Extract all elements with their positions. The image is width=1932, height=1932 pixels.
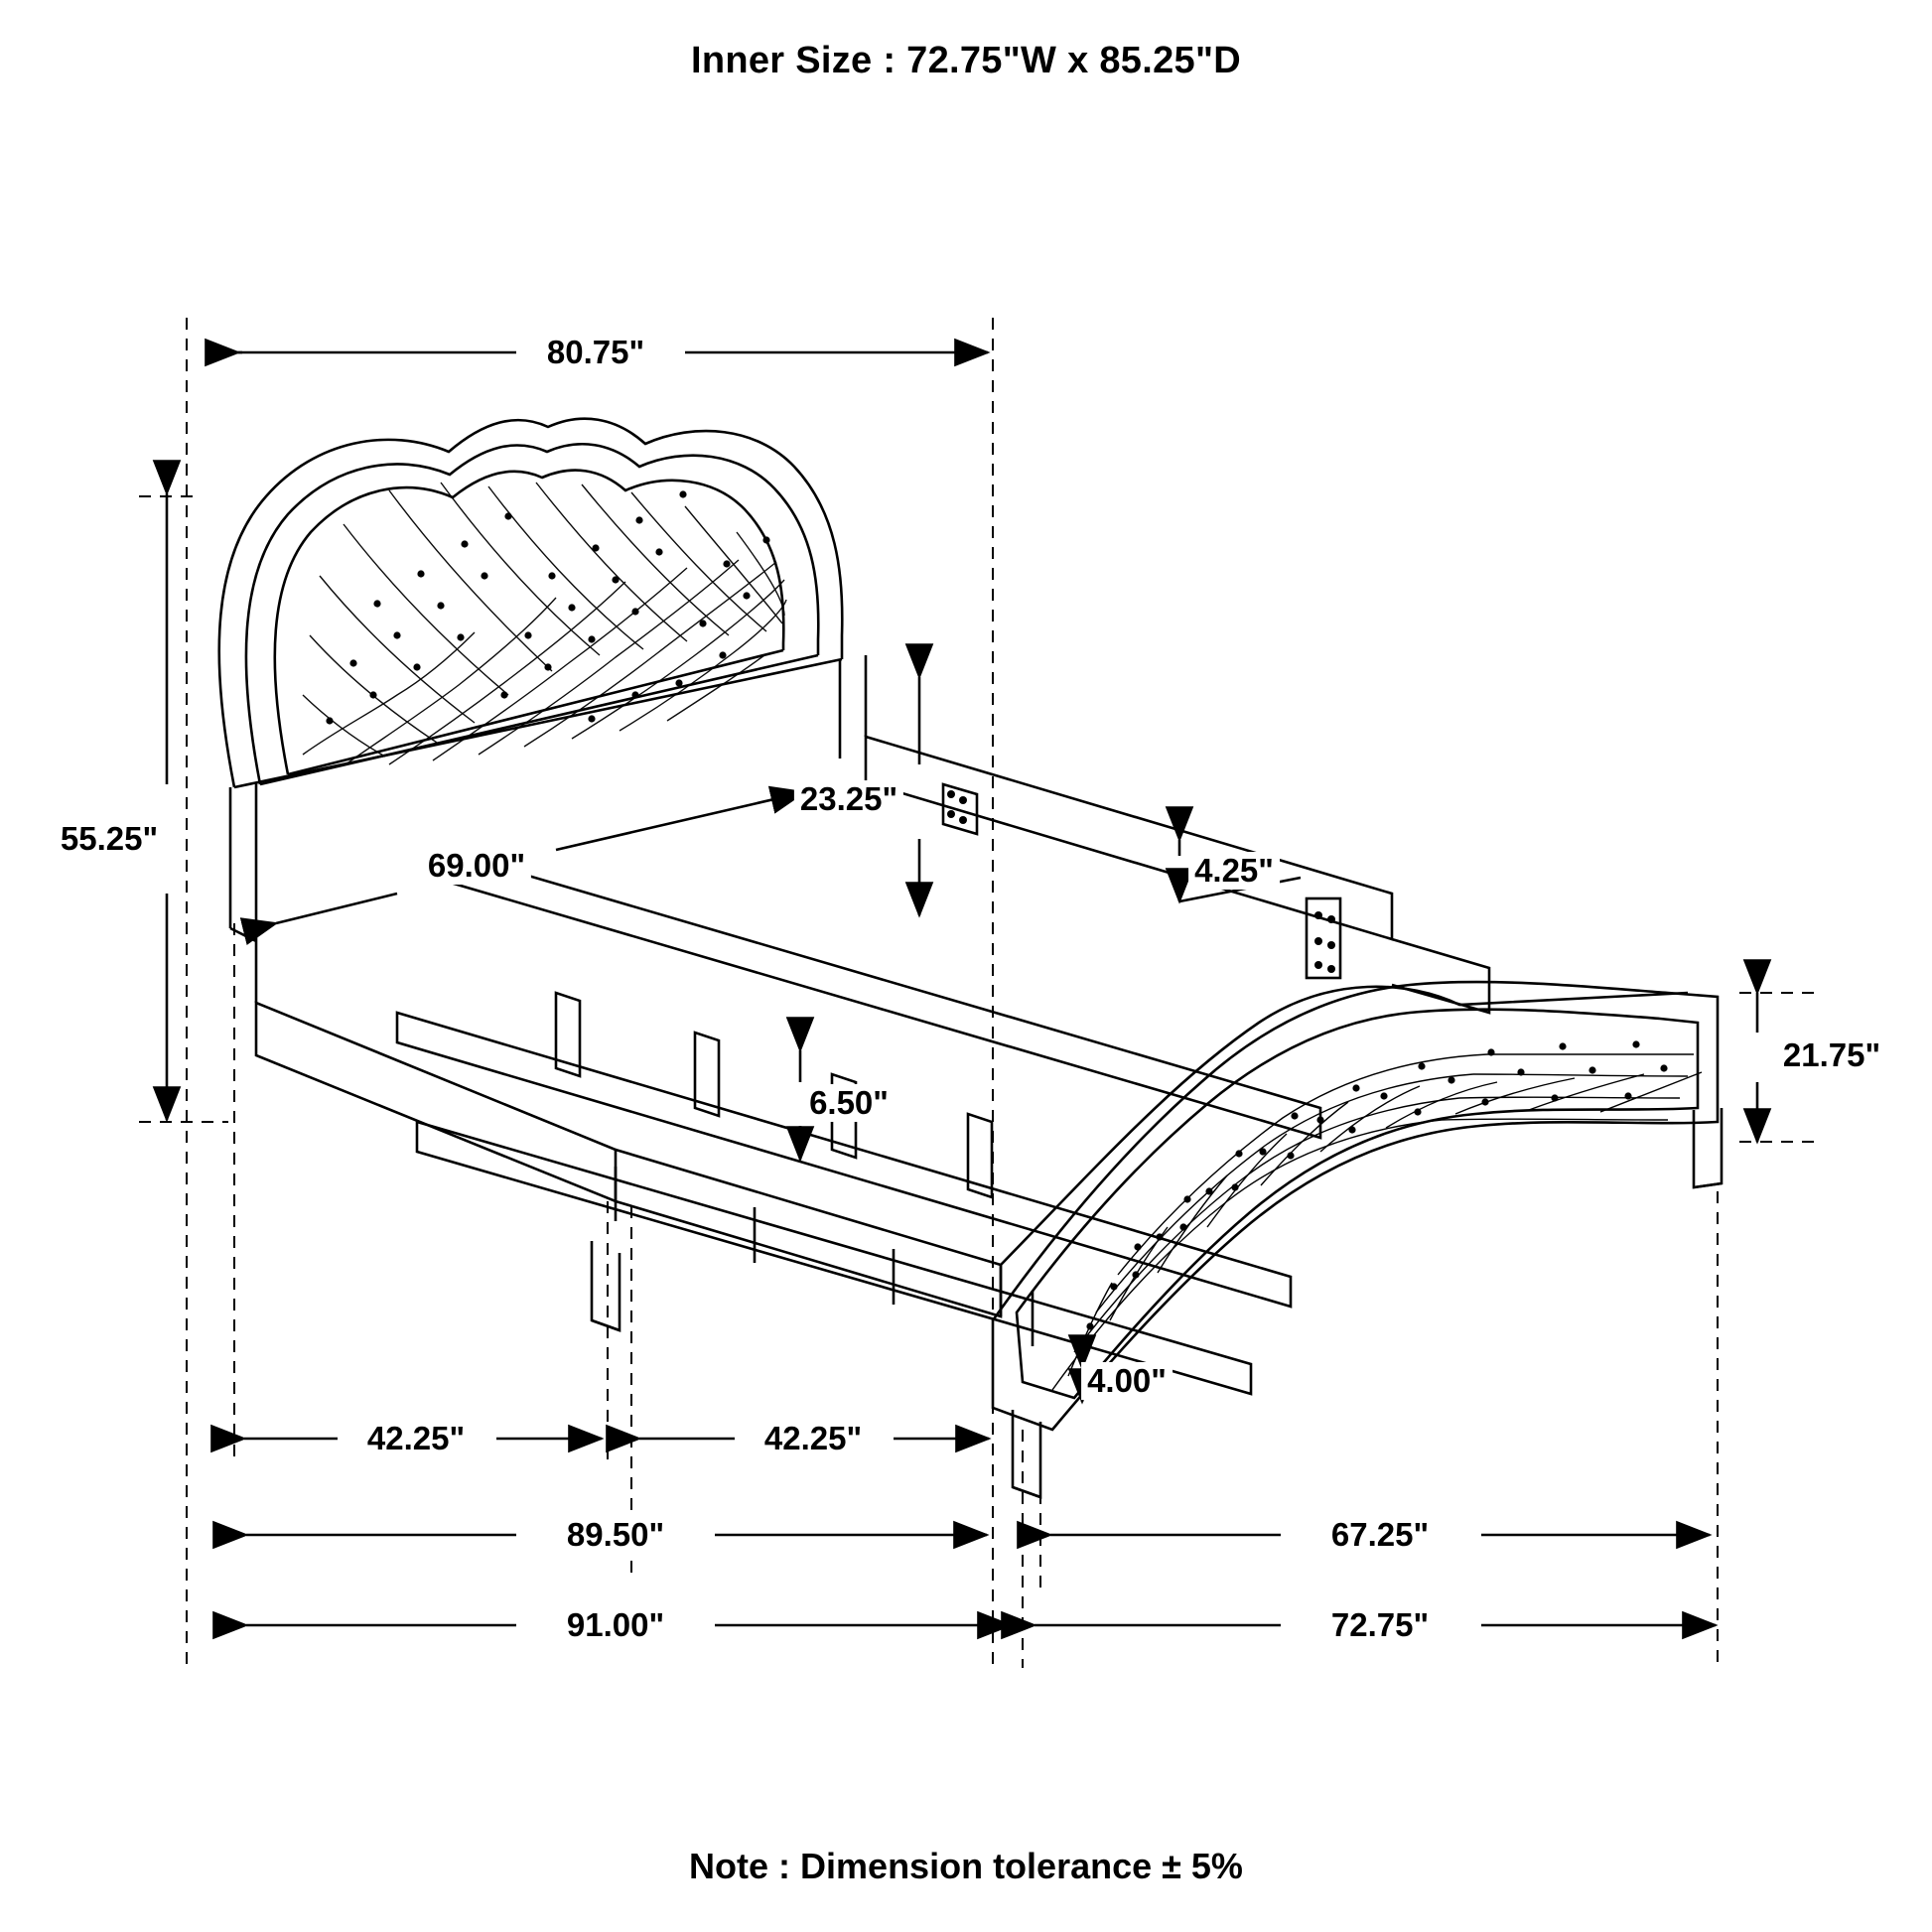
- dimension-label-rail-height: 4.25": [1188, 852, 1280, 890]
- page-title: Inner Size : 72.75"W x 85.25"D: [690, 40, 1242, 81]
- dimension-label-headboard-panel-width: 69.00": [422, 847, 531, 885]
- dimension-label-side-rail-segment-1: 42.25": [361, 1420, 471, 1457]
- bed-outline: [219, 419, 1722, 1497]
- extension-lines: [139, 318, 1817, 1668]
- dimension-label-slat-clearance: 6.50": [803, 1084, 895, 1122]
- dimension-label-overall-height: 55.25": [55, 820, 164, 858]
- dimension-label-footboard-inner-width: 67.25": [1325, 1516, 1435, 1554]
- dimension-label-overall-length: 91.00": [561, 1606, 670, 1644]
- dimension-label-overall-width: 72.75": [1325, 1606, 1435, 1644]
- dimension-label-headboard-clearance: 23.25": [794, 780, 903, 818]
- dimension-label-side-rail-segment-2: 42.25": [759, 1420, 868, 1457]
- dimension-label-headboard-width: 80.75": [541, 334, 650, 371]
- tolerance-note: Note : Dimension tolerance ± 5%: [689, 1846, 1243, 1886]
- dimension-label-footboard-leg-height: 4.00": [1081, 1362, 1173, 1400]
- dimension-label-side-overall-inner: 89.50": [561, 1516, 670, 1554]
- dimension-label-footboard-height: 21.75": [1777, 1036, 1886, 1074]
